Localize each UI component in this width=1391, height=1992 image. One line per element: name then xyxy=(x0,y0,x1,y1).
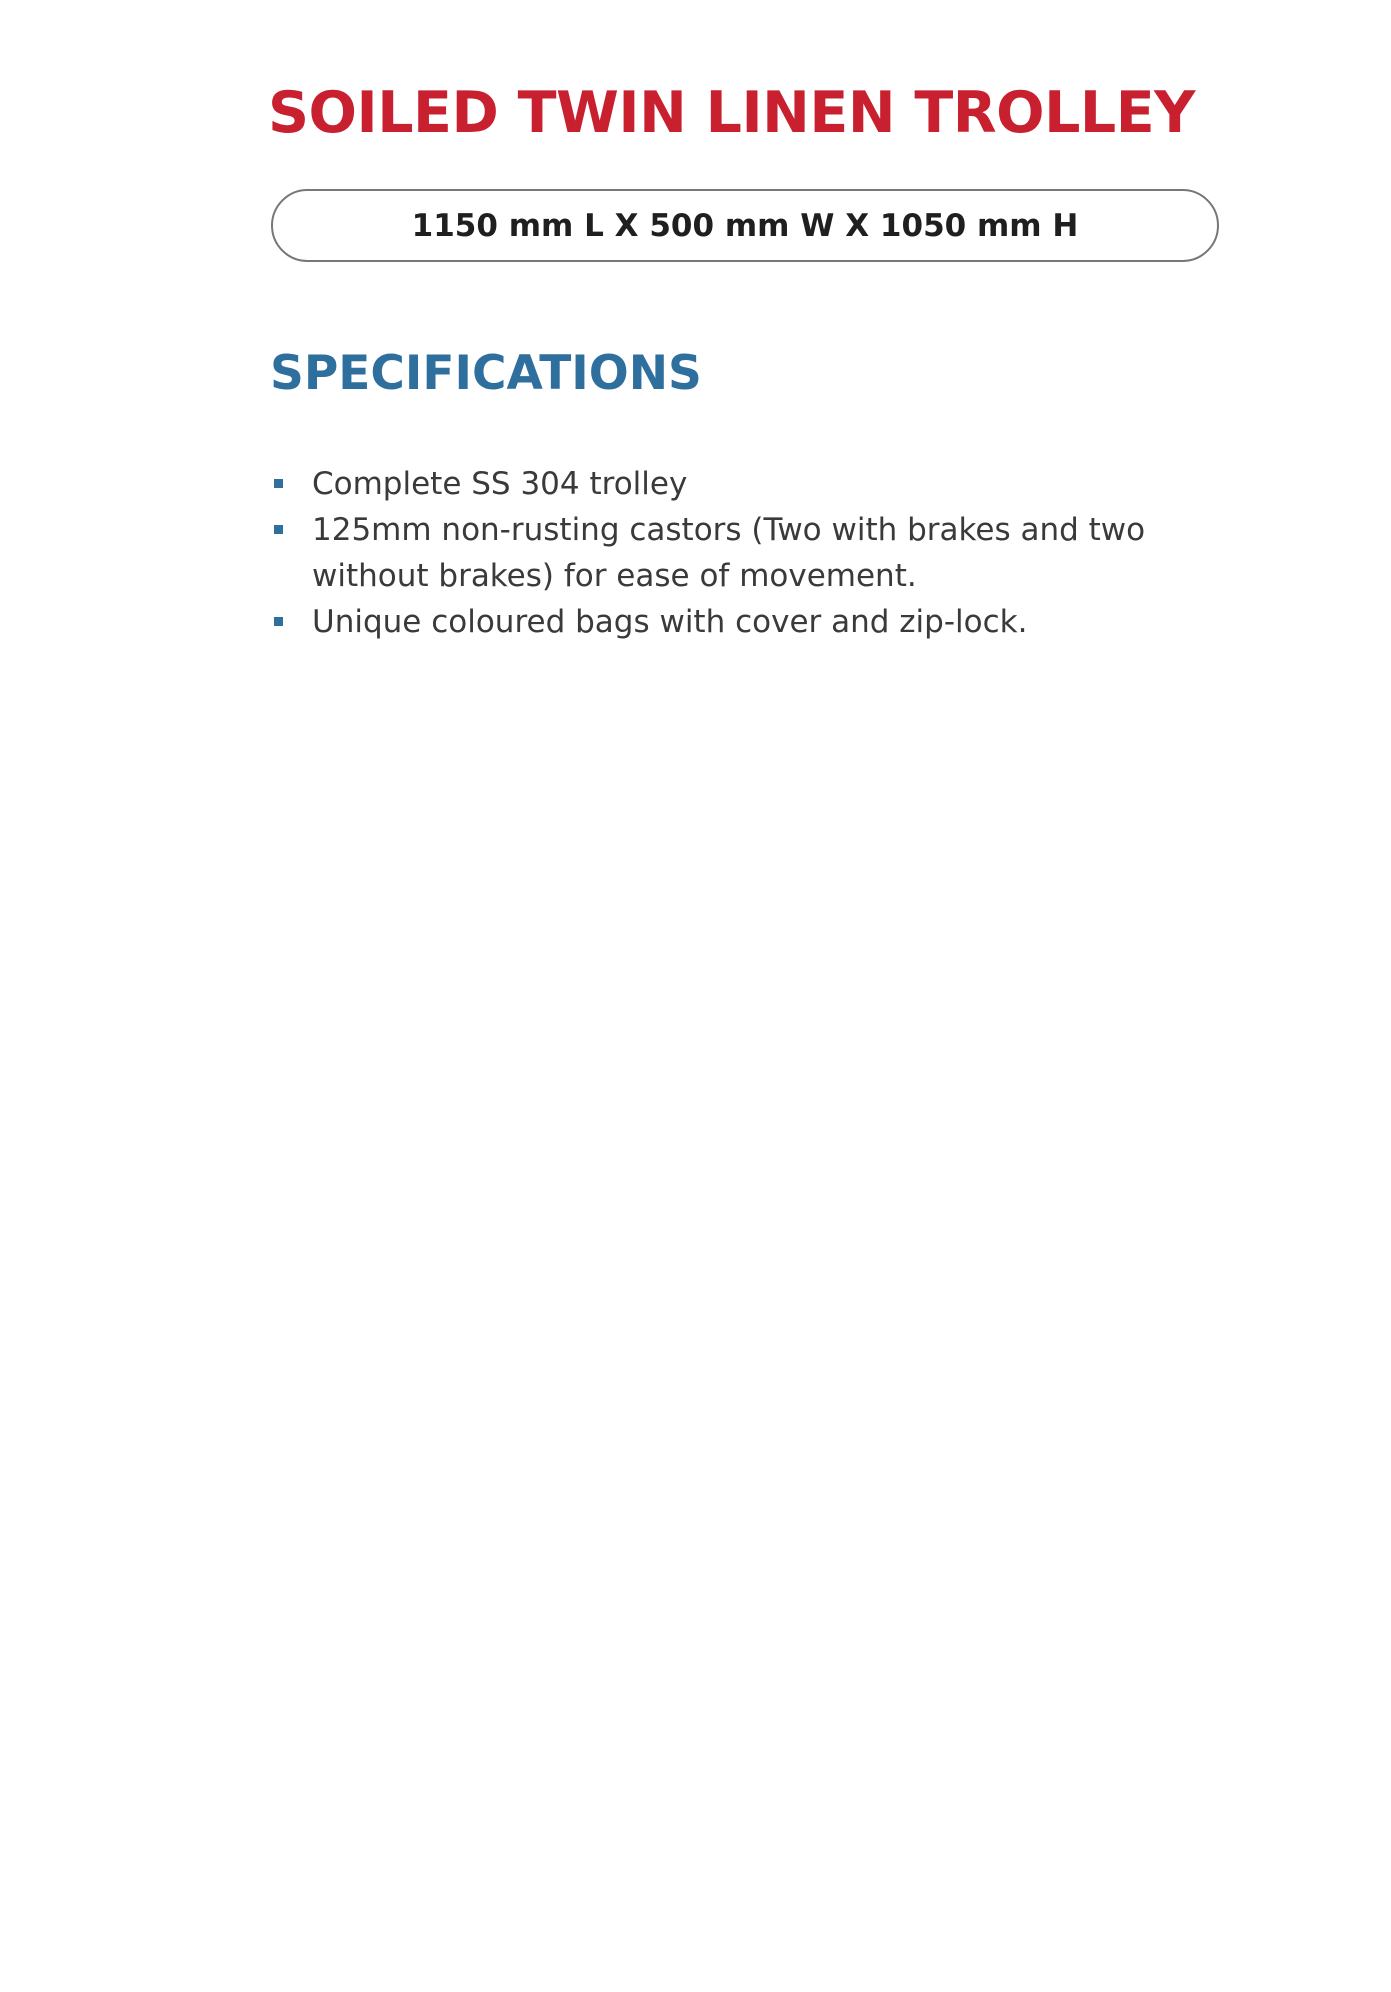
square-bullet-icon xyxy=(274,617,283,626)
square-bullet-icon xyxy=(274,525,283,534)
spec-item-text: Complete SS 304 trolley xyxy=(312,466,688,502)
product-title: SOILED TWIN LINEN TROLLEY xyxy=(268,80,1195,146)
spec-item-text: 125mm non-rusting castors (Two with brakes and two without brakes) for ease of movement. xyxy=(312,512,1146,594)
dimensions-pill xyxy=(271,189,1219,262)
specifications-list xyxy=(268,461,1228,645)
spec-item xyxy=(268,507,1228,599)
specifications-heading: SPECIFICATIONS xyxy=(270,346,702,401)
spec-item xyxy=(268,599,1228,645)
square-bullet-icon xyxy=(274,479,283,488)
dimensions-text: 1150 mm L X 500 mm W X 1050 mm H xyxy=(411,207,1079,244)
spec-item-text: Unique coloured bags with cover and zip-lock. xyxy=(312,604,1028,640)
spec-item xyxy=(268,461,1228,507)
